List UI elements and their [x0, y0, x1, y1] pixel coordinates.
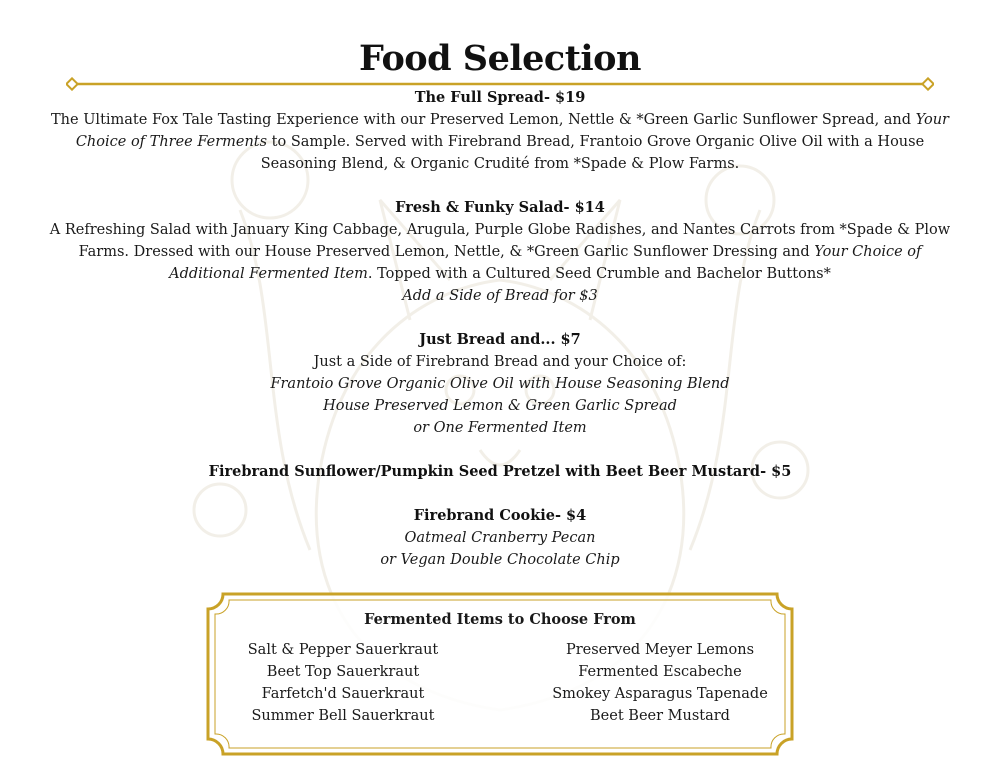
menu-item-addon: Add a Side of Bread for $3 [402, 288, 598, 304]
ferment-item: Salt & Pepper Sauerkraut [247, 642, 439, 658]
ferment-item: Beet Top Sauerkraut [266, 664, 420, 680]
menu-item-name: Just Bread and... $7 [419, 331, 581, 348]
menu-item-option: Frantoio Grove Organic Olive Oil with House Seasoning Blend [270, 376, 730, 392]
menu-item-option: House Preserved Lemon & Green Garlic Spread [323, 398, 677, 414]
menu-list [40, 87, 960, 593]
menu-item-name: The Full Spread- $19 [414, 89, 586, 106]
ferments-column-right [530, 639, 790, 727]
menu-item-description: A Refreshing Salad with January King Cabbage, Arugula, Purple Globe Radishes, and Nantes Carrots from *Spade & Plow Farms. Dressed with our House Preserved Lemon, Nettle, & *Green Garlic Sunflower Dressing and Your Choice of Additional Fermented Item. Topped with a Cultured Seed Crumble and Bachelor Buttons* [49, 222, 951, 282]
menu-item-cookie [40, 505, 960, 571]
ferments-title: Fermented Items to Choose From [364, 611, 636, 628]
menu-item-fresh-funky-salad [40, 197, 960, 307]
ferment-item: Beet Beer Mustard [590, 708, 730, 724]
ferment-item: Farfetch'd Sauerkraut [261, 686, 425, 702]
menu-item-just-bread [40, 329, 960, 439]
menu-item-full-spread [40, 87, 960, 175]
ferments-box [205, 591, 795, 757]
ferment-item: Fermented Escabeche [578, 664, 742, 680]
menu-item-pretzel [40, 461, 960, 483]
menu-item-name: Firebrand Sunflower/Pumpkin Seed Pretzel with Beet Beer Mustard- $5 [208, 463, 792, 480]
menu-item-option: Oatmeal Cranberry Pecan [404, 530, 596, 546]
menu-item-description: Just a Side of Firebrand Bread and your Choice of: [313, 354, 687, 370]
page-title: Food Selection [359, 38, 641, 79]
ferment-item: Summer Bell Sauerkraut [251, 708, 435, 724]
menu-item-option: or One Fermented Item [413, 420, 587, 436]
menu-item-name: Fresh & Funky Salad- $14 [395, 199, 605, 216]
menu-item-option: or Vegan Double Chocolate Chip [380, 552, 620, 568]
ferment-item: Preserved Meyer Lemons [565, 642, 755, 658]
ferment-item: Smokey Asparagus Tapenade [552, 686, 768, 702]
ferments-column-left [213, 639, 473, 727]
menu-item-name: Firebrand Cookie- $4 [413, 507, 587, 524]
menu-item-description: The Ultimate Fox Tale Tasting Experience with our Preserved Lemon, Nettle & *Green Garlic Sunflower Spread, and Your Choice of Three Ferments to Sample. Served with Firebrand Bread, Frantoio Grove Organic Olive Oil with a House Seasoning Blend, & Organic Crudité from *Spade & Plow Farms. [51, 112, 949, 172]
